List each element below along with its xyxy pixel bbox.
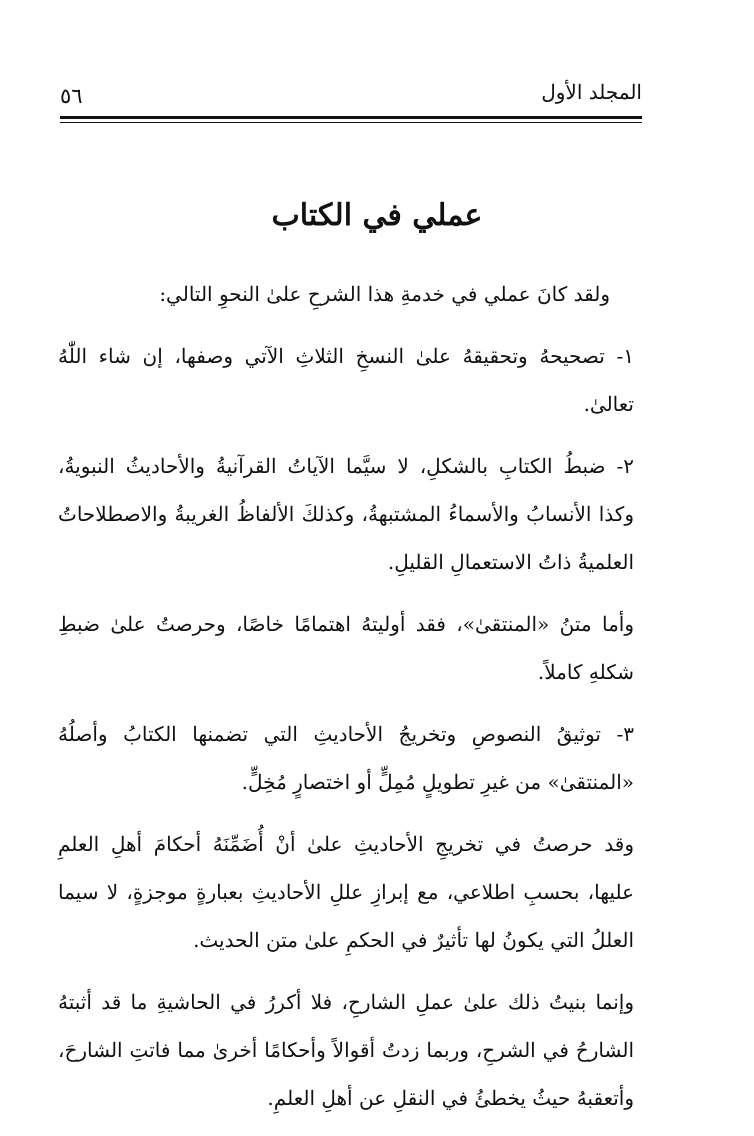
paragraph-intro: ولقد كانَ عملي في خدمةِ هذا الشرحِ علىٰ النحوِ التالي: [159, 282, 610, 306]
body-text [58, 270, 634, 1136]
page-header [60, 80, 642, 116]
paragraph-item-2: ٢- ضبطُ الكتابِ بالشكلِ، لا سيَّما الآياتُ القرآنيةُ والأحاديثُ النبويةُ، وكذا الأنسابُ والأسماءُ المشتبهةُ، وكذلكَ الألفاظُ الغريبةُ والاصطلاحاتُ العلميةُ ذاتُ الاستعمالِ القليلِ. [58, 454, 634, 574]
running-head: المجلد الأول [541, 80, 642, 104]
paragraph-item-1: ١- تصحيحهُ وتحقيقهُ علىٰ النسخِ الثلاثِ الآتي وصفها، إن شاء اللّٰهُ تعالىٰ. [58, 344, 634, 416]
section-title: عملي في الكتاب [271, 198, 483, 233]
page-number: ٥٦ [60, 84, 83, 108]
paragraph-takhrij-note: وقد حرصتُ في تخريجِ الأحاديثِ علىٰ أنْ أُضَمِّنَهُ أحكامَ أهلِ العلمِ عليها، بحسبِ اطلاعي، مع إبرازِ عللِ الأحاديثِ بعبارةٍ موجزةٍ، لا سيما العللُ التي يكونُ لها تأثيرٌ في الحكمِ علىٰ متن الحديث. [58, 832, 634, 952]
paragraph-item-3: ٣- توثيقُ النصوصِ وتخريجُ الأحاديثِ التي تضمنها الكتابُ وأصلُهُ «المنتقىٰ» من غيرِ تطويلٍ مُمِلٍّ أو اختصارٍ مُخِلٍّ. [58, 722, 634, 794]
header-rule-thin [60, 122, 642, 123]
paragraph-matn-note: وأما متنُ «المنتقىٰ»، فقد أوليتهُ اهتمامًا خاصًا، وحرصتُ علىٰ ضبطِ شكلهِ كاملاً. [58, 612, 634, 684]
header-rule-thick [60, 116, 642, 119]
paragraph-sharih-note: وإنما بنيتُ ذلك علىٰ عملِ الشارحِ، فلا أكررُ في الحاشيةِ ما قد أثبتهُ الشارحُ في الشرحِ، وربما زدتُ أقوالاً وأحكامًا أخرىٰ مما فاتتِ الشارحَ، وأتعقبهُ حيثُ يخطئُ في النقلِ عن أهلِ العلمِ. [58, 990, 634, 1110]
